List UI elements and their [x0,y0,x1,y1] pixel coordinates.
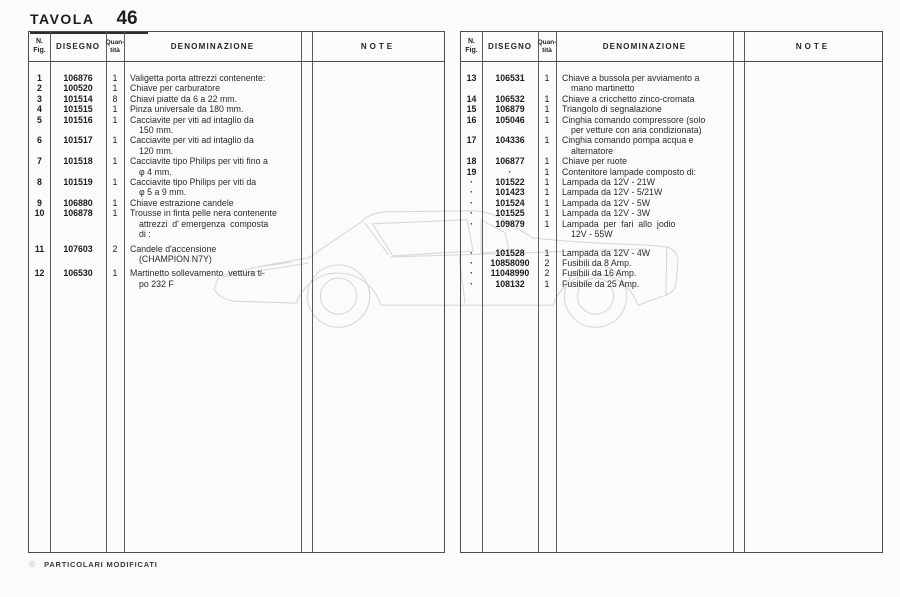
denomination-line: Lampada da 12V - 21W [562,177,655,188]
denomination-line: 120 mm. [139,145,174,156]
denomination-line: mano martinetto [571,83,635,94]
denominazione-cell [124,73,301,83]
disegno-cell: 106877 [495,156,525,167]
table-header [461,32,882,62]
denomination-line: Martinetto sollevamento vettura ti- [130,268,265,279]
denomination-line: Chiavi piatte da 6 a 22 mm. [130,93,238,104]
fig-cell: 16 [466,114,477,125]
table-row [29,268,444,289]
disegno-cell: 106530 [63,268,93,279]
fig-cell: 6 [37,135,42,146]
page-title-label: TAVOLA [30,11,95,27]
qty-cell: 1 [112,114,118,125]
denomination-line: 150 mm. [139,125,174,136]
table-row [461,135,882,156]
qty-cell: 1 [544,93,550,104]
denomination-line: Chiave a cricchetto zinco-cromata [562,93,695,104]
qty-cell: 1 [544,187,550,198]
parts-table-left [28,31,445,553]
denominazione-cell [556,268,733,278]
disegno-cell: 101524 [495,197,525,208]
denominazione-cell [124,244,301,265]
qty-cell: 1 [544,73,550,83]
table-row [461,104,882,114]
qty-cell: 1 [112,73,118,83]
header-fig-line1: N. [468,38,475,46]
header-qty-line1: Quan- [537,39,557,47]
denomination-line: Cacciavite tipo Philips per viti fino a [130,156,268,167]
qty-cell: 1 [544,197,550,208]
header-disegno [482,32,538,61]
qty-cell: 1 [112,197,118,208]
denomination-line: Cinghia comando compressore (solo [562,114,706,125]
denomination-line: per vetture con aria condizionata) [571,125,702,136]
denomination-line: Fusibili da 16 Amp. [562,268,637,279]
denomination-line: Cacciavite per viti ad intaglio da [130,135,254,146]
table-row [461,73,882,94]
denomination-line: Chiave per carburatore [130,83,220,94]
header-mark [733,32,744,61]
header-disegno [50,32,106,61]
denominazione-cell [556,258,733,268]
fig-cell: · [470,197,473,208]
denominazione-cell [556,94,733,104]
table-row [29,198,444,208]
denomination-line: Lampada da 12V - 4W [562,247,651,258]
denominazione-cell [124,115,301,136]
table-row [461,268,882,278]
fig-cell: · [470,177,473,188]
denomination-line: Lampada per fari allo jodio [562,218,676,229]
denomination-line: Chiave estrazione candele [130,197,234,208]
denomination-line: Cacciavite tipo Philips per viti da [130,177,257,188]
table-row [29,177,444,198]
table-row [461,177,882,187]
table-row [461,167,882,177]
denomination-line: Fusibili da 8 Amp. [562,257,632,268]
denominazione-cell [124,156,301,177]
header-disegno-label: DISEGNO [488,41,532,51]
disegno-cell: 106880 [63,197,93,208]
table-row [29,83,444,93]
qty-cell: 1 [544,166,550,177]
denominazione-cell [556,104,733,114]
qty-cell: 1 [112,135,118,146]
denomination-line: Chiave a bussola per avviamento a [562,73,700,83]
disegno-cell: · [508,166,512,177]
disegno-cell: 101423 [495,187,525,198]
fig-cell: · [470,278,473,289]
denominazione-cell [556,115,733,136]
qty-cell: 1 [112,156,118,167]
disegno-cell: 106876 [63,73,93,83]
table-row [461,198,882,208]
disegno-cell: 101516 [63,114,93,125]
header-denominazione-label: DENOMINAZIONE [602,41,687,51]
disegno-cell: 11048990 [490,268,530,279]
table-row [461,279,882,289]
qty-cell: 1 [544,135,550,146]
qty-cell: 1 [112,268,118,279]
header-fig [461,32,482,61]
footnote [28,559,158,570]
table-row [461,258,882,268]
header-fig-line2: Fig. [465,46,478,54]
disegno-cell: 101528 [495,247,525,258]
header-qty-line1: Quan- [105,39,125,47]
disegno-cell: 106532 [495,93,525,104]
header-qty-line2: tità [542,46,552,54]
denomination-line: Fusibile da 25 Amp. [562,278,640,289]
fig-cell: · [470,187,473,198]
denomination-line: Valigetta porta attrezzi contenente: [130,73,266,83]
qty-cell: 1 [112,104,118,115]
disegno-cell: 101525 [495,208,525,219]
denomination-line: Contenitore lampade composto di: [562,166,696,177]
denominazione-cell [124,83,301,93]
table-row [29,135,444,156]
denominazione-cell [556,73,733,94]
denominazione-cell [124,177,301,198]
denominazione-cell [556,177,733,187]
table-row [29,156,444,177]
denomination-line: φ 4 mm. [139,166,172,177]
denomination-line: Cinghia comando pompa acqua e [562,135,694,146]
table-row [461,156,882,166]
star-icon: ☆ [28,559,37,569]
table-row [29,73,444,83]
fig-cell: · [470,218,473,229]
fig-cell: · [470,247,473,258]
fig-cell: 19 [466,166,477,177]
qty-cell: 8 [112,93,118,104]
fig-cell: 12 [34,268,45,279]
header-fig-line1: N. [36,38,43,46]
table-body [461,62,882,289]
header-denominazione [556,32,733,61]
header-denominazione [124,32,301,61]
fig-cell: 9 [37,197,42,208]
table-row [29,94,444,104]
header-quantita [538,32,556,61]
fig-cell: 4 [37,104,42,115]
denomination-line: Lampada da 12V - 5/21W [562,187,663,198]
disegno-cell: 104336 [495,135,525,146]
fig-cell: · [470,257,473,268]
header-note-label: NOTE [795,41,831,51]
denomination-line: Lampada da 12V - 5W [562,197,651,208]
table-row [29,244,444,265]
denominazione-cell [124,208,301,239]
qty-cell: 2 [544,257,550,268]
disegno-cell: 107603 [63,243,93,254]
table-row [29,115,444,136]
header-note [744,32,882,61]
denomination-line: Lampada da 12V - 3W [562,208,651,219]
qty-cell: 1 [544,104,550,115]
qty-cell: 2 [112,243,118,254]
denominazione-cell [556,156,733,166]
fig-cell: 11 [34,243,45,254]
table-row [461,248,882,258]
fig-cell: 13 [466,73,477,83]
disegno-cell: 106878 [63,208,93,219]
qty-cell: 1 [112,177,118,188]
fig-cell: 2 [37,83,42,94]
denominazione-cell [124,94,301,104]
disegno-cell: 109879 [495,218,525,229]
fig-cell: 3 [37,93,42,104]
qty-cell: 1 [544,208,550,219]
fig-cell: 14 [466,93,477,104]
disegno-cell: 10858090 [490,257,530,268]
denominazione-cell [556,135,733,156]
header-fig [29,32,50,61]
denomination-line: φ 5 a 9 mm. [139,187,187,198]
denomination-line: Pinza universale da 180 mm. [130,104,244,115]
qty-cell: 1 [544,247,550,258]
fig-cell: 17 [466,135,477,146]
disegno-cell: 101519 [63,177,93,188]
table-header [29,32,444,62]
fig-cell: · [470,268,473,279]
denominazione-cell [124,198,301,208]
denomination-line: Candele d'accensione [130,243,217,254]
disegno-cell: 101517 [63,135,93,146]
fig-cell: · [470,208,473,219]
header-qty-line2: tità [110,46,120,54]
denomination-line: Cacciavite per viti ad intaglio da [130,114,254,125]
qty-cell: 1 [112,208,118,219]
disegno-cell: 101515 [63,104,93,115]
denomination-line: attrezzi d' emergenza composta [139,218,269,229]
page-title-number: 46 [116,8,138,29]
denominazione-cell [556,198,733,208]
disegno-cell: 101518 [63,156,93,167]
qty-cell: 2 [544,268,550,279]
header-note-label: NOTE [360,41,396,51]
denomination-line: (CHAMPION N7Y) [139,253,212,264]
disegno-cell: 101514 [63,93,93,104]
qty-cell: 1 [544,177,550,188]
disegno-cell: 100520 [63,83,93,94]
denomination-line: Chiave per ruote [562,156,628,167]
table-row [29,208,444,239]
fig-cell: 18 [466,156,477,167]
fig-cell: 1 [37,73,42,83]
header-fig-line2: Fig. [33,46,46,54]
denominazione-cell [556,187,733,197]
disegno-cell: 101522 [495,177,525,188]
header-quantita [106,32,124,61]
disegno-cell: 105046 [495,114,525,125]
disegno-cell: 108132 [495,278,525,289]
fig-cell: 5 [37,114,42,125]
denominazione-cell [124,268,301,289]
fig-cell: 10 [34,208,45,219]
header-denominazione-label: DENOMINAZIONE [170,41,255,51]
denomination-line: di : [139,229,151,240]
denomination-line: Trousse in finta pelle nera contenente [130,208,277,219]
table-row [461,219,882,240]
table-row [461,94,882,104]
header-disegno-label: DISEGNO [56,41,100,51]
denomination-line: alternatore [571,145,614,156]
qty-cell: 1 [544,114,550,125]
disegno-cell: 106879 [495,104,525,115]
disegno-cell: 106531 [495,73,525,83]
denomination-line: 12V - 55W [571,229,613,240]
table-row [461,208,882,218]
fig-cell: 8 [37,177,42,188]
denominazione-cell [556,208,733,218]
qty-cell: 1 [544,218,550,229]
qty-cell: 1 [544,278,550,289]
qty-cell: 1 [544,156,550,167]
qty-cell: 1 [112,83,118,94]
denominazione-cell [556,279,733,289]
table-row [29,104,444,114]
header-mark [301,32,312,61]
fig-cell: 15 [466,104,477,115]
denominazione-cell [124,104,301,114]
table-row [461,115,882,136]
table-body [29,62,444,289]
denominazione-cell [556,248,733,258]
denomination-line: Triangolo di segnalazione [562,104,662,115]
denominazione-cell [124,135,301,156]
footnote-text: PARTICOLARI MODIFICATI [44,560,158,569]
header-note [312,32,444,61]
denomination-line: po 232 F [139,278,174,289]
denominazione-cell [556,167,733,177]
denominazione-cell [556,219,733,240]
table-row [461,187,882,197]
parts-table-right [460,31,883,553]
fig-cell: 7 [37,156,42,167]
